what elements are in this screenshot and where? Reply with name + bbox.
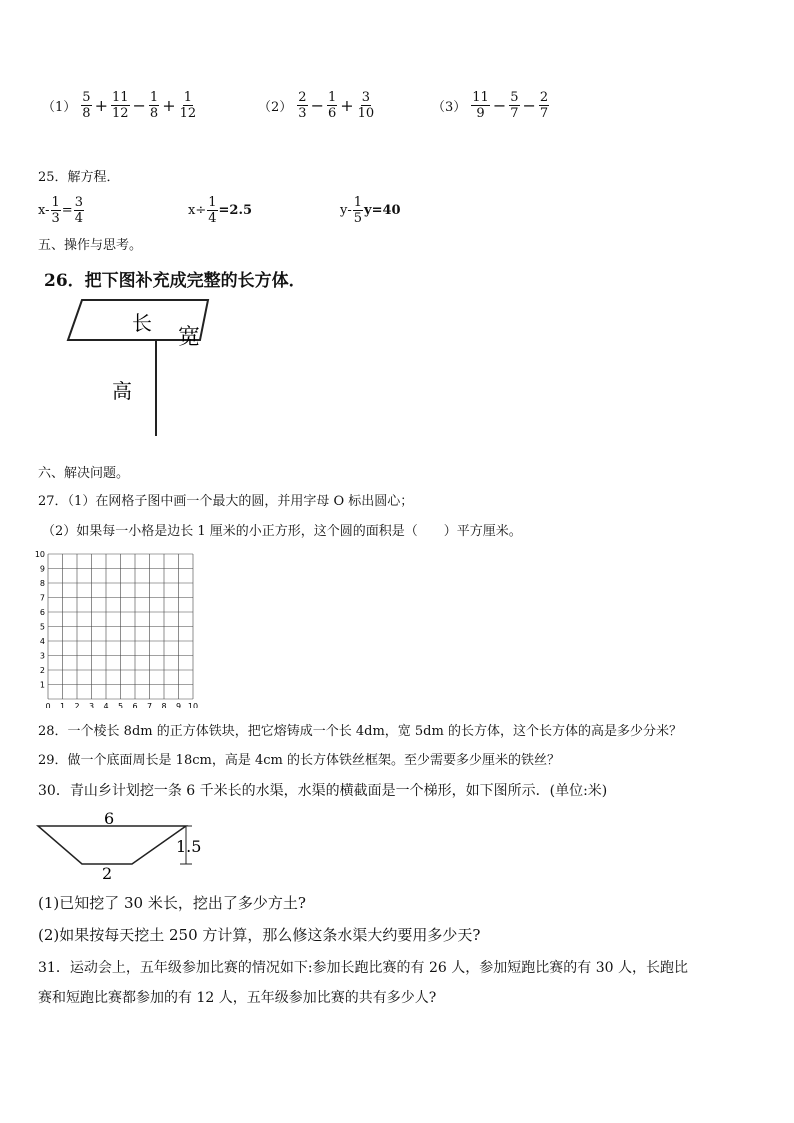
equals-sign: = — [61, 203, 73, 218]
trapezoid-shape — [38, 826, 186, 864]
x-tick-label: 4 — [103, 702, 109, 708]
y-tick-label: 2 — [39, 666, 45, 675]
x-tick-label: 10 — [187, 702, 199, 708]
q30-sub1: (1)已知挖了 30 米长，挖出了多少方土? — [38, 894, 306, 912]
y-tick-label: 6 — [39, 608, 45, 617]
fraction: $\frac{1}{3}$ — [51, 195, 60, 226]
equation-1 — [38, 195, 85, 226]
top-length-label: 6 — [104, 810, 115, 828]
label-wide: 宽 — [178, 325, 201, 350]
grid-lines — [48, 554, 193, 699]
y-tick-label: 10 — [34, 550, 45, 559]
height-label: 1.5 — [176, 837, 202, 856]
q30-title: 30．青山乡计划挖一条 6 千米长的水渠，水渠的横截面是一个梯形，如下图所示．(单位:米) — [38, 783, 608, 799]
cuboid-sketch — [60, 296, 230, 442]
fraction: $\frac{5}{8}$ — [82, 90, 91, 121]
expression-label: （1） — [42, 100, 77, 115]
y-tick-label: 4 — [39, 637, 45, 646]
x-tick-label: 6 — [132, 702, 138, 708]
operator: + — [94, 96, 108, 115]
y-tick-label: 3 — [39, 651, 45, 661]
y-tick-label: 1 — [39, 680, 45, 690]
fraction: $\frac{2}{3}$ — [298, 90, 307, 121]
section-5-heading: 五、操作与思考。 — [38, 238, 143, 253]
equation-2 — [188, 195, 252, 226]
fraction: $\frac{3}{10}$ — [357, 90, 375, 121]
expression-label: （3） — [432, 100, 467, 115]
y-tick-label: 8 — [39, 579, 45, 588]
fraction: $\frac{11}{12}$ — [111, 90, 129, 121]
equation-text: =2.5 — [218, 203, 253, 218]
label-high: 高 — [112, 379, 132, 403]
q28: 28．一个棱长 8dm 的正方体铁块，把它熔铸成一个长 4dm，宽 5dm 的长方体，这个长方体的高是多少分米？ — [38, 724, 682, 739]
expression-3 — [432, 90, 550, 121]
fraction: $\frac{1}{5}$ — [353, 195, 363, 226]
q27-line1: 27．（1）在网格子图中画一个最大的圆，并用字母 O 标出圆心； — [38, 494, 414, 509]
equation-text: x- — [38, 203, 50, 218]
operator: + — [340, 96, 354, 115]
label-long: 长 — [132, 311, 152, 335]
bottom-length-label: 2 — [102, 864, 113, 882]
fraction: $\frac{1}{12}$ — [179, 90, 197, 121]
fraction: $\frac{2}{7}$ — [539, 90, 549, 121]
operator: − — [310, 96, 324, 115]
expression-2 — [258, 90, 376, 121]
x-tick-label: 8 — [161, 702, 167, 708]
fraction: $\frac{1}{6}$ — [327, 90, 337, 121]
x-tick-label: 0 — [45, 702, 51, 708]
grid-x-ticks — [45, 702, 198, 708]
fraction: $\frac{1}{8}$ — [149, 90, 159, 121]
equation-3 — [340, 195, 401, 226]
expression-label: （2） — [258, 100, 293, 115]
equation-text: x÷ — [188, 203, 207, 218]
x-tick-label: 5 — [117, 702, 124, 708]
section-6-heading: 六、解决问题。 — [38, 466, 130, 481]
operator: − — [522, 96, 536, 115]
q31-line2: 赛和短跑比赛都参加的有 12 人，五年级参加比赛的共有多少人? — [38, 990, 437, 1006]
fraction: $\frac{3}{4}$ — [74, 195, 83, 226]
x-tick-label: 1 — [59, 702, 66, 708]
equation-text: y=40 — [364, 203, 401, 218]
x-tick-label: 3 — [88, 702, 95, 708]
q30-sub2: (2)如果按每天挖土 250 方计算，那么修这条水渠大约要用多少天? — [38, 926, 481, 944]
grid-y-ticks — [35, 550, 45, 690]
y-tick-label: 5 — [39, 622, 45, 632]
fraction: $\frac{11}{9}$ — [472, 90, 489, 121]
q27-line2: （2）如果每一小格是边长 1 厘米的小正方形，这个圆的面积是（ ）平方厘米。 — [42, 524, 522, 539]
q29: 29．做一个底面周长是 18cm，高是 4cm 的长方体铁丝框架。至少需要多少厘米的铁丝？ — [38, 753, 560, 768]
operator: − — [492, 96, 507, 115]
trapezoid-figure — [34, 810, 224, 882]
operator: + — [162, 96, 176, 115]
fraction: $\frac{1}{4}$ — [208, 195, 217, 226]
x-tick-label: 9 — [175, 702, 182, 708]
q25-title: 25．解方程． — [38, 170, 120, 185]
y-tick-label: 9 — [39, 564, 45, 574]
q31-line1: 31．运动会上，五年级参加比赛的情况如下:参加长跑比赛的有 26 人，参加短跑比赛的有 30 人，长跑比 — [38, 960, 688, 976]
expression-1 — [42, 90, 198, 121]
x-tick-label: 7 — [146, 702, 153, 708]
operator: − — [132, 96, 146, 115]
q26-title: 26．把下图补充成完整的长方体． — [44, 271, 306, 291]
equation-text: y- — [340, 203, 352, 218]
fraction: $\frac{5}{7}$ — [510, 90, 519, 121]
y-tick-label: 7 — [39, 593, 45, 603]
x-tick-label: 2 — [74, 702, 80, 708]
grid-figure — [34, 548, 204, 708]
